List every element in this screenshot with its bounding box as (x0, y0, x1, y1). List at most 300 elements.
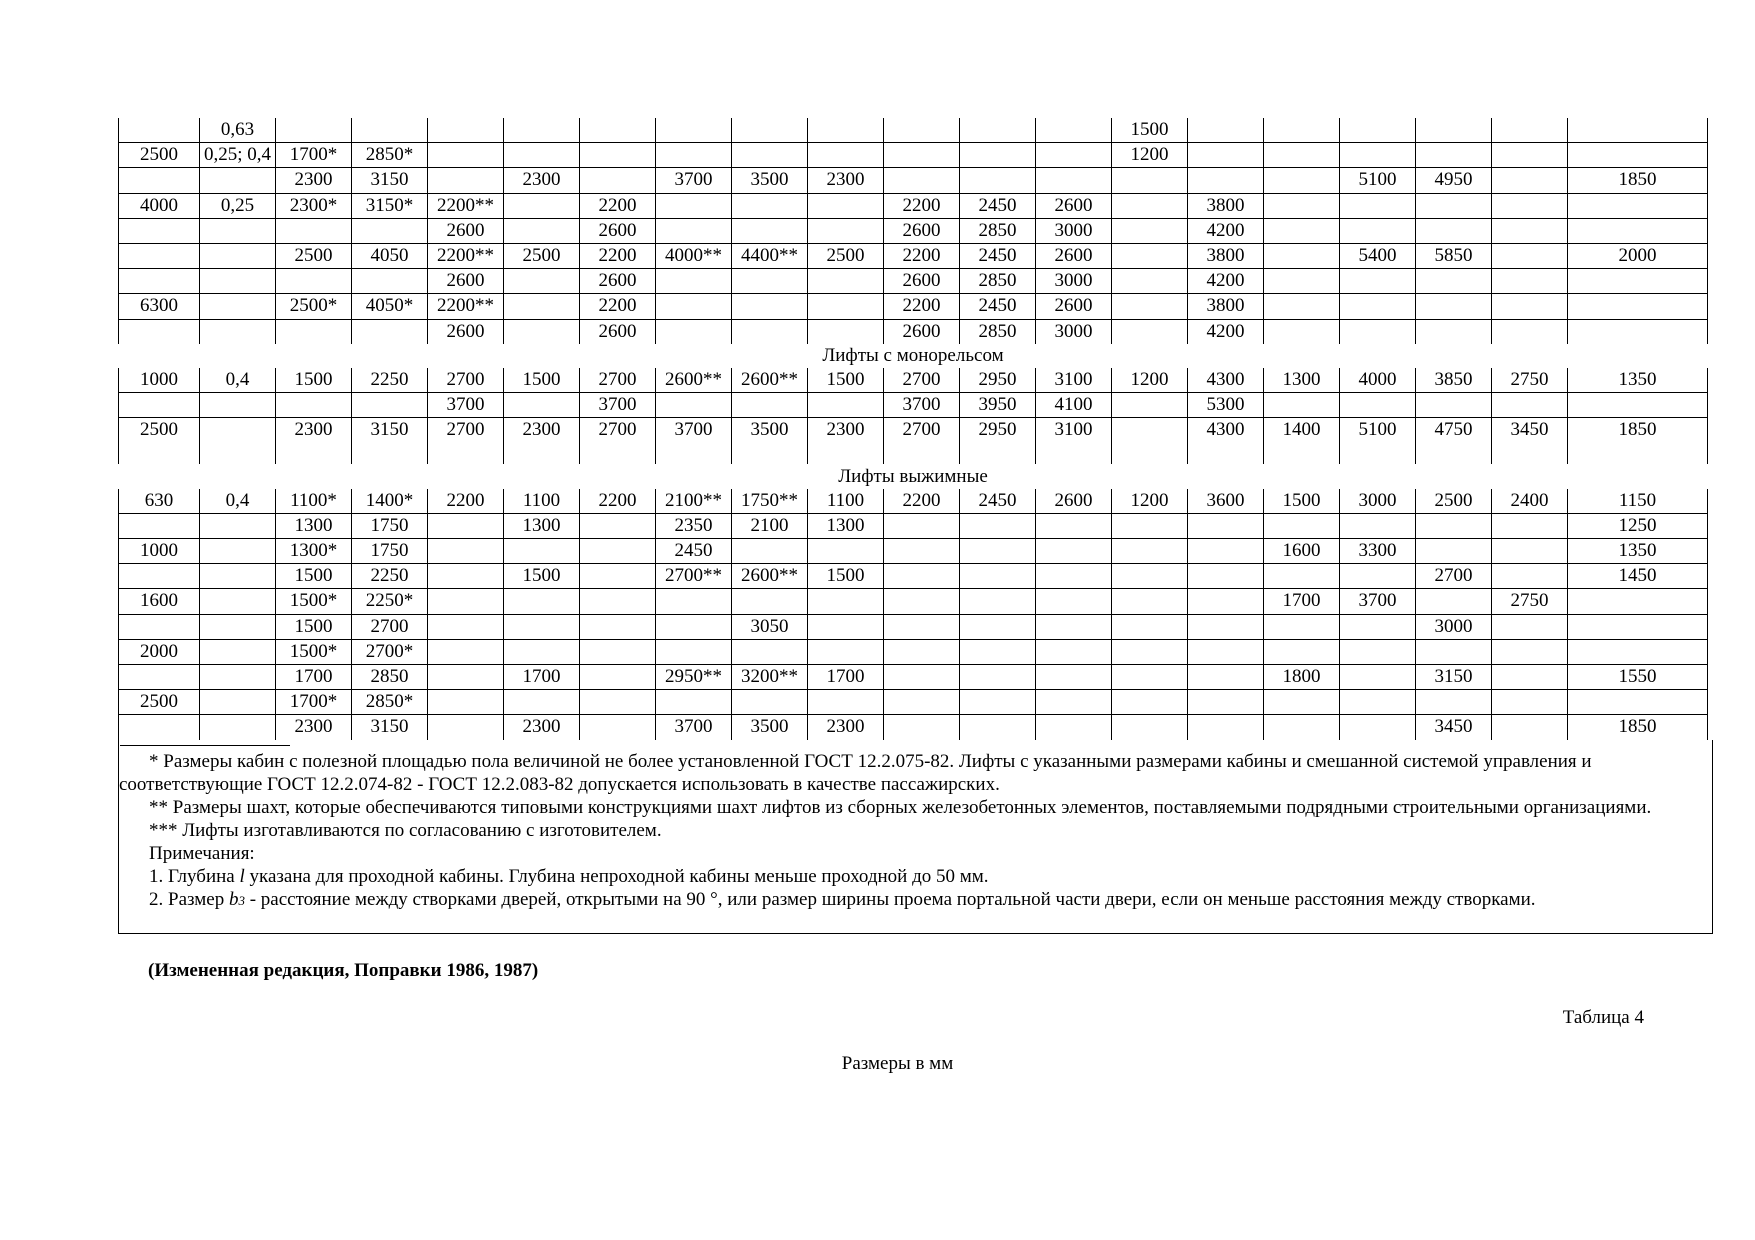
table-cell (960, 589, 1036, 614)
table-row (119, 564, 1708, 589)
table-cell (580, 168, 656, 193)
table-cell: 5850 (1416, 243, 1492, 268)
table-cell (504, 442, 580, 464)
table-cell (1036, 690, 1112, 715)
table-cell: 5300 (1188, 393, 1264, 418)
table-cell (1264, 218, 1340, 243)
table-cell (884, 614, 960, 639)
table-cell (428, 442, 504, 464)
table-cell: 2700 (428, 418, 504, 443)
table-cell (119, 442, 200, 464)
table-cell: 1300* (276, 539, 352, 564)
table-cell: 1850 (1568, 168, 1708, 193)
table-cell (732, 294, 808, 319)
table-cell (1264, 564, 1340, 589)
table-cell: 2450 (960, 489, 1036, 514)
table-cell (1112, 418, 1188, 443)
table-cell (580, 564, 656, 589)
table-cell: 2950 (960, 418, 1036, 443)
table-cell (1492, 168, 1568, 193)
table-cell (884, 143, 960, 168)
table-cell (1188, 143, 1264, 168)
table-cell (1036, 513, 1112, 538)
table-cell (1340, 193, 1416, 218)
table-cell: 3450 (1416, 715, 1492, 740)
table-cell: 3500 (732, 168, 808, 193)
table-cell: 1250 (1568, 513, 1708, 538)
table-cell (1568, 614, 1708, 639)
table-cell (808, 143, 884, 168)
table-cell: 3700 (580, 393, 656, 418)
table-cell (1492, 193, 1568, 218)
table-cell (200, 715, 276, 740)
table-cell: 2600 (1036, 193, 1112, 218)
table-cell (884, 539, 960, 564)
table-cell: 1300 (1264, 368, 1340, 393)
table-cell: 1200 (1112, 368, 1188, 393)
table-cell (1416, 589, 1492, 614)
table-cell (1416, 442, 1492, 464)
table-cell (656, 393, 732, 418)
table-cell: 2200 (580, 294, 656, 319)
table-cell (732, 639, 808, 664)
table-cell: 3000 (1036, 269, 1112, 294)
table-cell (1416, 539, 1492, 564)
table-cell: 2300* (276, 193, 352, 218)
table-cell: 1500* (276, 589, 352, 614)
table-cell (1188, 442, 1264, 464)
table-cell: 2850 (960, 319, 1036, 344)
table-cell: 2300 (504, 715, 580, 740)
table-row (119, 368, 1708, 393)
table-cell: 1750 (352, 513, 428, 538)
table-cell (1340, 442, 1416, 464)
table-cell (1568, 193, 1708, 218)
table-cell: 1750** (732, 489, 808, 514)
table-cell: 1600 (119, 589, 200, 614)
table-cell (428, 564, 504, 589)
table-cell: 3150 (352, 715, 428, 740)
table-cell (1264, 168, 1340, 193)
table-cell: 3700 (884, 393, 960, 418)
table-cell (200, 393, 276, 418)
table-cell (504, 319, 580, 344)
table-number-label: Таблица 4 (1562, 1007, 1644, 1028)
table-cell (580, 118, 656, 143)
table-cell (808, 442, 884, 464)
table-cell: 3050 (732, 614, 808, 639)
table-cell (504, 614, 580, 639)
table-cell: 2600** (732, 368, 808, 393)
table-cell: 2600 (884, 319, 960, 344)
section-heading: Лифты с монорельсом (822, 344, 1004, 366)
table-cell: 2250 (352, 368, 428, 393)
table-cell (428, 143, 504, 168)
table-cell: 2850 (960, 218, 1036, 243)
table-cell (960, 118, 1036, 143)
table-cell (1188, 168, 1264, 193)
table-cell: 1500 (276, 368, 352, 393)
table-cell (1568, 690, 1708, 715)
table-cell: 2850* (352, 143, 428, 168)
table-cell (732, 539, 808, 564)
table-cell (1112, 319, 1188, 344)
table-cell (884, 715, 960, 740)
table-cell: 1400* (352, 489, 428, 514)
table-cell (808, 269, 884, 294)
table-cell: 2250 (352, 564, 428, 589)
table-row (119, 243, 1708, 268)
table-cell: 0,63 (200, 118, 276, 143)
table-row (119, 664, 1708, 689)
table-cell: 2600 (428, 269, 504, 294)
table-cell (119, 168, 200, 193)
table-cell: 3700 (1340, 589, 1416, 614)
table-cell: 3850 (1416, 368, 1492, 393)
table-cell: 1800 (1264, 664, 1340, 689)
table-cell (1036, 143, 1112, 168)
table-cell (1340, 690, 1416, 715)
table-cell (1416, 193, 1492, 218)
table-cell (1112, 539, 1188, 564)
table-cell (200, 294, 276, 319)
table-cell: 2600 (580, 269, 656, 294)
table-cell (1492, 614, 1568, 639)
table-cell (1264, 690, 1340, 715)
table-cell (808, 539, 884, 564)
table-cell (960, 715, 1036, 740)
table-cell (504, 690, 580, 715)
table-cell: 3500 (732, 715, 808, 740)
table-cell (1264, 294, 1340, 319)
footnote-separator (120, 745, 290, 746)
table-cell: 2600 (1036, 489, 1112, 514)
table-cell: 2350 (656, 513, 732, 538)
table-cell (808, 294, 884, 319)
table-cell (656, 193, 732, 218)
table-cell (1492, 243, 1568, 268)
table-cell (960, 168, 1036, 193)
table-cell (1264, 193, 1340, 218)
table-cell: 2500* (276, 294, 352, 319)
table-cell (1340, 218, 1416, 243)
table-cell (200, 243, 276, 268)
table-cell (580, 143, 656, 168)
table-cell: 1700* (276, 143, 352, 168)
table-cell: 3000 (1416, 614, 1492, 639)
table-cell (1188, 539, 1264, 564)
table-cell: 1150 (1568, 489, 1708, 514)
table-cell (656, 294, 732, 319)
table-cell: 2600 (884, 269, 960, 294)
table-cell (1416, 218, 1492, 243)
table-cell: 2200 (428, 489, 504, 514)
table-cell: 3700 (656, 715, 732, 740)
table-cell (808, 690, 884, 715)
table-cell (656, 143, 732, 168)
table-cell (1340, 319, 1416, 344)
table-cell: 1100 (808, 489, 884, 514)
table-cell: 2200 (580, 193, 656, 218)
table-cell (119, 513, 200, 538)
table-cell (1416, 269, 1492, 294)
table-cell (960, 143, 1036, 168)
table-cell: 2600** (656, 368, 732, 393)
table-row (119, 614, 1708, 639)
table-cell: 2300 (504, 418, 580, 443)
table-cell: 1750 (352, 539, 428, 564)
table-cell: 1700 (1264, 589, 1340, 614)
table-cell (1112, 243, 1188, 268)
table-row (119, 319, 1708, 344)
table-cell (352, 218, 428, 243)
table-cell: 1300 (504, 513, 580, 538)
table-cell (808, 639, 884, 664)
table-cell (504, 589, 580, 614)
table-cell: 2500 (1416, 489, 1492, 514)
table-cell (1112, 639, 1188, 664)
table-cell (808, 193, 884, 218)
table-cell (1188, 639, 1264, 664)
table-cell: 2500 (119, 690, 200, 715)
table-cell (732, 193, 808, 218)
table-cell (1264, 319, 1340, 344)
table-row (119, 513, 1708, 538)
table-cell (1340, 118, 1416, 143)
section-heading-row (119, 464, 1708, 488)
table-cell: 3000 (1036, 319, 1112, 344)
table-cell (276, 393, 352, 418)
table-cell (1112, 589, 1188, 614)
table-cell: 1350 (1568, 539, 1708, 564)
table-cell (200, 690, 276, 715)
table-cell (119, 218, 200, 243)
notes-heading: Примечания: (149, 843, 255, 864)
table-cell: 1350 (1568, 368, 1708, 393)
table-cell: 2200 (580, 489, 656, 514)
table-cell: 2850* (352, 690, 428, 715)
table-cell: 3500 (732, 418, 808, 443)
table-cell: 1850 (1568, 715, 1708, 740)
table-cell: 1400 (1264, 418, 1340, 443)
table-cell: 2600 (428, 319, 504, 344)
table-cell (1416, 118, 1492, 143)
table-cell: 3700 (428, 393, 504, 418)
table-cell (504, 118, 580, 143)
table-cell (1112, 269, 1188, 294)
table-cell (428, 690, 504, 715)
table-cell (732, 690, 808, 715)
table-cell: 2200 (884, 294, 960, 319)
table-cell: 0,4 (200, 368, 276, 393)
table-cell: 6300 (119, 294, 200, 319)
table-cell: 2300 (276, 168, 352, 193)
table-cell: 1500 (276, 614, 352, 639)
table-cell (656, 269, 732, 294)
table-cell: 3100 (1036, 418, 1112, 443)
table-cell: 0,25 (200, 193, 276, 218)
table-cell (504, 193, 580, 218)
table-cell (504, 393, 580, 418)
table-cell (352, 442, 428, 464)
table-cell (808, 118, 884, 143)
table-cell: 2700 (884, 418, 960, 443)
table-cell: 1500* (276, 639, 352, 664)
table-cell: 3700 (656, 418, 732, 443)
table-cell: 4200 (1188, 218, 1264, 243)
table-cell (504, 269, 580, 294)
table-cell: 2950** (656, 664, 732, 689)
table-cell (1264, 639, 1340, 664)
table-cell (656, 589, 732, 614)
table-cell (1340, 639, 1416, 664)
table-cell (1492, 564, 1568, 589)
table-cell (352, 393, 428, 418)
table-cell: 2450 (960, 294, 1036, 319)
table-cell: 2200 (580, 243, 656, 268)
table-cell: 3100 (1036, 368, 1112, 393)
table-cell (1416, 513, 1492, 538)
table-cell: 0,25; 0,4 (200, 143, 276, 168)
table-cell (580, 664, 656, 689)
table-cell (1492, 143, 1568, 168)
table-cell (960, 442, 1036, 464)
table-cell (1568, 393, 1708, 418)
table-cell: 5400 (1340, 243, 1416, 268)
table-cell (200, 168, 276, 193)
table-cell (276, 269, 352, 294)
table-cell: 2100 (732, 513, 808, 538)
table-cell: 4200 (1188, 319, 1264, 344)
table-row (119, 690, 1708, 715)
table-cell: 2600 (580, 319, 656, 344)
table-cell (1568, 118, 1708, 143)
footnote-double-star: ** Размеры шахт, которые обеспечиваются типовыми конструкциями шахт лифтов из сборных железобетонных элементов, поставляемыми подрядными строительными организациями. (149, 797, 1652, 818)
table-cell (1264, 393, 1340, 418)
table-cell (1568, 294, 1708, 319)
table-cell (884, 118, 960, 143)
table-cell: 4050 (352, 243, 428, 268)
table-cell (1416, 319, 1492, 344)
table-cell (1036, 614, 1112, 639)
table-cell (119, 269, 200, 294)
lift-dimensions-table (118, 118, 1708, 740)
table-cell (428, 614, 504, 639)
table-cell (1036, 715, 1112, 740)
table-cell: 2300 (504, 168, 580, 193)
table-cell (1264, 513, 1340, 538)
table-cell (119, 664, 200, 689)
table-cell (1188, 690, 1264, 715)
table-cell: 4000 (1340, 368, 1416, 393)
table-cell (580, 589, 656, 614)
table-cell (1492, 442, 1568, 464)
table-cell: 3950 (960, 393, 1036, 418)
table-cell (884, 442, 960, 464)
table-cell: 2450 (960, 193, 1036, 218)
table-row (119, 143, 1708, 168)
table-cell: 1500 (808, 564, 884, 589)
table-cell (656, 639, 732, 664)
table-cell (884, 513, 960, 538)
table-cell (1568, 442, 1708, 464)
table-cell: 1100 (504, 489, 580, 514)
table-cell: 2500 (276, 243, 352, 268)
table-cell (960, 513, 1036, 538)
table-cell (1340, 564, 1416, 589)
table-cell: 2600 (884, 218, 960, 243)
table-cell (580, 715, 656, 740)
table-cell (1036, 168, 1112, 193)
table-cell (428, 513, 504, 538)
table-cell (1492, 294, 1568, 319)
footnote-single-star: * Размеры кабин с полезной площадью пола величиной не более установленной ГОСТ 12.2.075-82. Лифты с указанными размерами кабины и смешанной системой управления и соответствующие ГОСТ 12.2.074-82 - ГОСТ 12.2.083-82 допускается использовать в качестве пассажирских. (119, 751, 1592, 795)
table-cell: 3200** (732, 664, 808, 689)
table-cell (276, 319, 352, 344)
table-cell (1492, 393, 1568, 418)
table-cell: 1000 (119, 368, 200, 393)
table-cell (1112, 168, 1188, 193)
table-cell: 2950 (960, 368, 1036, 393)
note-1: 1. Глубина l указана для проходной кабины. Глубина непроходной кабины меньше проходной до 50 мм. (149, 866, 989, 887)
table-cell (808, 218, 884, 243)
table-cell (200, 218, 276, 243)
table-cell: 2700 (352, 614, 428, 639)
table-cell: 5100 (1340, 168, 1416, 193)
table-cell: 0,4 (200, 489, 276, 514)
table-cell (504, 539, 580, 564)
table-cell: 2700 (428, 368, 504, 393)
table-cell (580, 639, 656, 664)
note-2: 2. Размер b3 - расстояние между створками дверей, открытыми на 90 °, или размер ширины проема портальной части двери, если он меньше расстояния между створками. (149, 889, 1536, 910)
table-cell: 2200 (884, 489, 960, 514)
table-cell: 1000 (119, 539, 200, 564)
table-cell: 1550 (1568, 664, 1708, 689)
table-cell (884, 664, 960, 689)
table-cell: 2700** (656, 564, 732, 589)
table-cell (504, 218, 580, 243)
table-cell: 4950 (1416, 168, 1492, 193)
table-cell (200, 539, 276, 564)
table-cell (1188, 513, 1264, 538)
table-cell (580, 690, 656, 715)
table-cell (656, 442, 732, 464)
table-cell (1264, 243, 1340, 268)
table-cell (960, 639, 1036, 664)
table-cell (200, 564, 276, 589)
table-cell (1492, 513, 1568, 538)
table-cell (960, 690, 1036, 715)
table-cell: 1200 (1112, 489, 1188, 514)
table-cell: 3000 (1340, 489, 1416, 514)
table-cell (1492, 690, 1568, 715)
table-cell: 2500 (504, 243, 580, 268)
table-row (119, 269, 1708, 294)
table-cell: 2850 (352, 664, 428, 689)
table-cell (656, 319, 732, 344)
table-cell (656, 690, 732, 715)
section-heading-row (119, 344, 1708, 368)
table-cell (1492, 639, 1568, 664)
table-cell: 2600** (732, 564, 808, 589)
table-cell: 2450 (656, 539, 732, 564)
table-cell: 1600 (1264, 539, 1340, 564)
table-cell (1188, 564, 1264, 589)
table-cell (1264, 715, 1340, 740)
table-cell: 2200 (884, 193, 960, 218)
table-cell: 2600 (1036, 243, 1112, 268)
table-cell (732, 393, 808, 418)
